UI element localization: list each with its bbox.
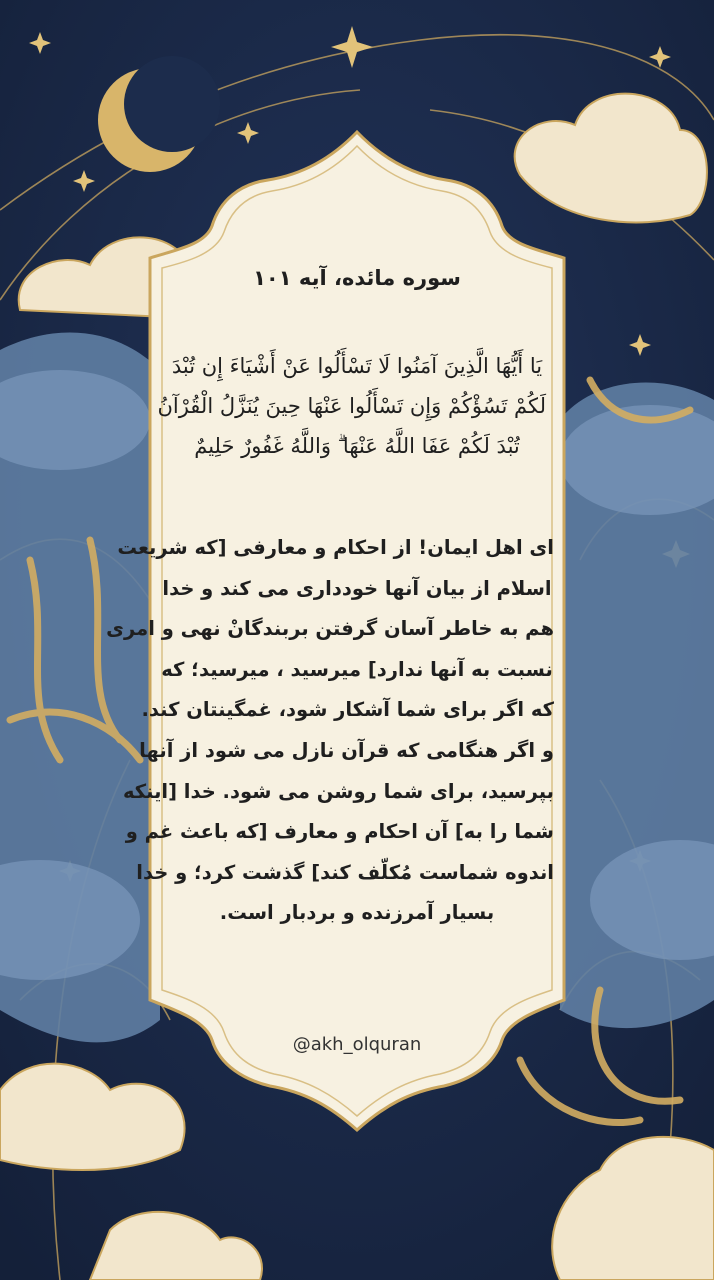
translation-line: ای اهل ایمان! از احکام و معارفی [که شریعت bbox=[117, 536, 554, 559]
translation-line: هم به خاطر آسان گرفتن بربندگانْ نهی و امری bbox=[106, 617, 554, 641]
translation-line: اسلام از بیان آنها خودداری می کند و خدا bbox=[162, 576, 552, 600]
persian-translation bbox=[106, 528, 554, 934]
translation-line: بپرسید، برای شما روشن می شود. خدا [اینکه bbox=[122, 779, 554, 803]
surah-title: سوره مائده، آیه ۱۰۱ bbox=[253, 266, 461, 290]
translation-line: بسیار آمرزنده و بردبار است. bbox=[219, 901, 495, 925]
translation-line: اندوه شماست مُکلّف کند] گذشت کرد؛ و خدا bbox=[136, 860, 554, 884]
social-handle: @akh_olquran bbox=[292, 1034, 422, 1055]
quran-verse bbox=[157, 346, 546, 466]
verse-line: تُبْدَ لَكُمْ عَفَا اللَّهُ عَنْهَا ۗ وَاللَّهُ غَفُورٌ حَلِيمٌ bbox=[194, 434, 520, 458]
translation-line: شما را به] آن احکام و معارف [که باعث غم و bbox=[125, 820, 554, 844]
verse-line: يَا أَيُّهَا الَّذِينَ آمَنُوا لَا تَسْأَلُوا عَنْ أَشْيَاءَ إِن تُبْدَ bbox=[171, 354, 543, 378]
translation-line: و اگر هنگامی که قرآن نازل می شود از آنها bbox=[139, 738, 554, 762]
translation-line: که اگر برای شما آشکار شود، غمگینتان کند. bbox=[141, 698, 554, 722]
translation-line: نسبت به آنها ندارد] میرسید ، میرسید؛ که bbox=[161, 657, 553, 681]
verse-line: لَكُمْ تَسُؤْكُمْ وَإِن تَسْأَلُوا عَنْهَا حِينَ يُنَزَّلُ الْقُرْآنُ bbox=[157, 394, 546, 418]
